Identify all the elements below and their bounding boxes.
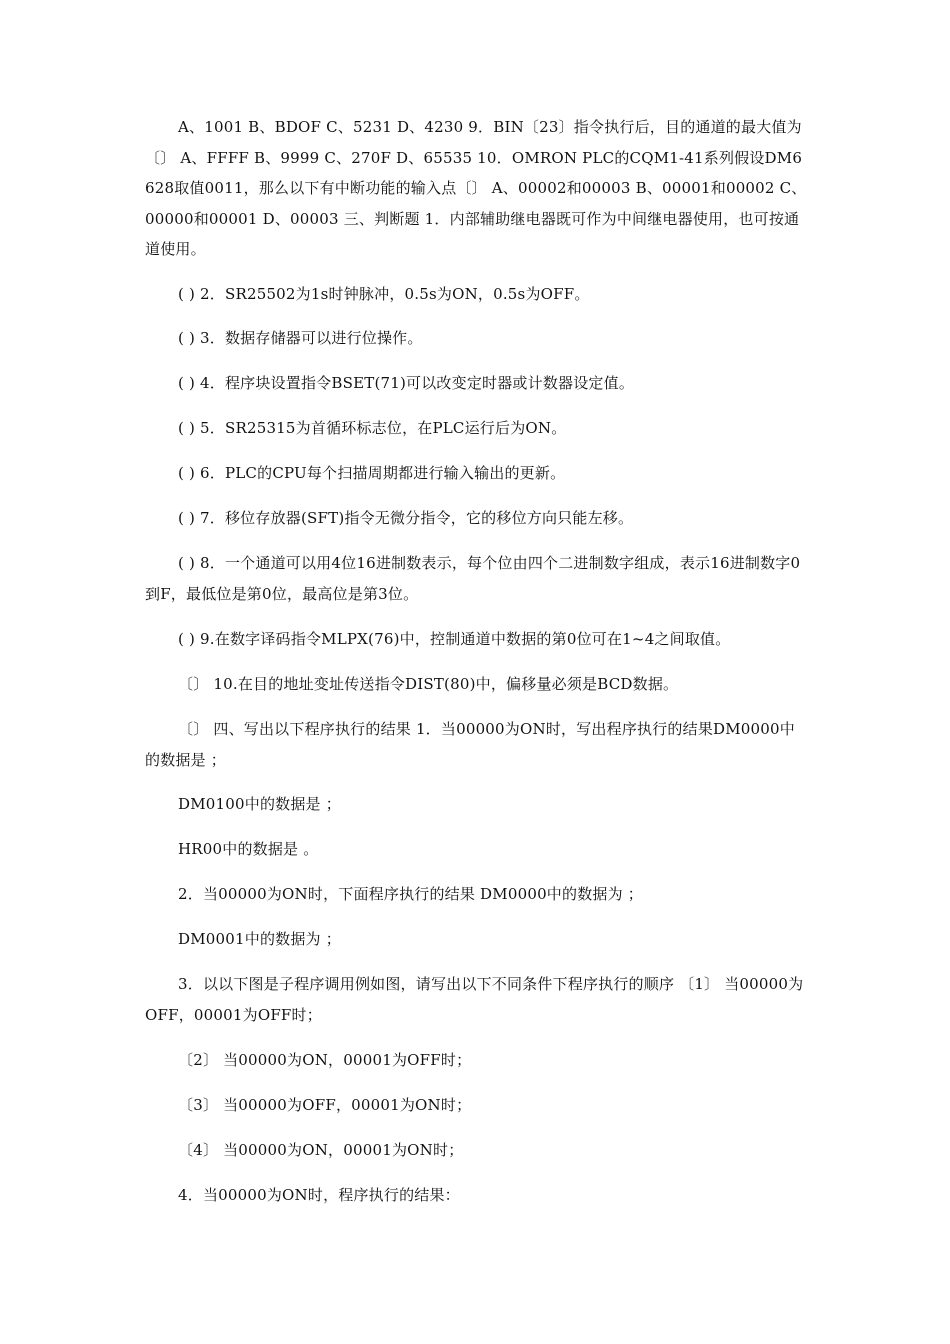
judgement-item-9: ( ) 9.在数字译码指令MLPX(76)中，控制通道中数据的第0位可在1~4之间取值。 (178, 630, 731, 648)
judgement-item-6: ( ) 6．PLC的CPU每个扫描周期都进行输入输出的更新。 (178, 464, 566, 482)
question-3-condition-3: 〔3〕 当00000为OFF，00001为ON时； (178, 1096, 472, 1114)
judgement-item-10: 〔〕 10.在目的地址变址传送指令DIST(80)中，偏移量必须是BCD数据。 (178, 675, 679, 693)
question-3-line: 3．以以下图是子程序调用例如图，请写出以下不同条件下程序执行的顺序 〔1〕 当00000为OFF，00001为OFF时； (145, 975, 804, 1024)
question-1-dm0100-line: DM0100中的数据是 ； (178, 795, 341, 813)
section-four-question-1: 〔〕 四、写出以下程序执行的结果 1．当00000为ON时，写出程序执行的结果DM0000中的数据是 ； (145, 720, 795, 769)
judgement-item-5: ( ) 5．SR25315为首循环标志位，在PLC运行后为ON。 (178, 419, 567, 437)
judgement-item-7: ( ) 7．移位存放器(SFT)指令无微分指令，它的移位方向只能左移。 (178, 509, 634, 527)
question-2-line: 2．当00000为ON时，下面程序执行的结果 DM0000中的数据为 ； (178, 885, 643, 903)
question-3-condition-4: 〔4〕 当00000为ON，00001为ON时； (178, 1141, 464, 1159)
judgement-item-3: ( ) 3．数据存储器可以进行位操作。 (178, 329, 423, 347)
paragraph-choice-and-judgement-intro: A、1001 B、BDOF C、5231 D、4230 9．BIN〔23〕指令执行后，目的通道的最大值为〔〕 A、FFFF B、9999 C、270F D、65535 10．OMRON PLC的CQM1-41系列假设DM6628取值0011，那么以下有中断功能的输入点〔〕 A、00002和00003 B、00001和00002 C、00000和00001 D、00003 三、判断题 1．内部辅助继电器既可作为中间继电器使用，也可按通道使用。 (145, 118, 807, 258)
question-3-condition-2: 〔2〕 当00000为ON，00001为OFF时； (178, 1051, 472, 1069)
question-1-hr00-line: HR00中的数据是 。 (178, 840, 319, 858)
judgement-item-2: ( ) 2．SR25502为1s时钟脉冲，0.5s为ON，0.5s为OFF。 (178, 285, 590, 303)
judgement-item-4: ( ) 4．程序块设置指令BSET(71)可以改变定时器或计数器设定值。 (178, 374, 635, 392)
question-2-dm0001-line: DM0001中的数据为 ； (178, 930, 341, 948)
question-4-line: 4．当00000为ON时，程序执行的结果： (178, 1186, 460, 1204)
judgement-item-8: ( ) 8．一个通道可以用4位16进制数表示，每个位由四个二进制数字组成，表示16进制数字0到F，最低位是第0位，最高位是第3位。 (145, 554, 801, 603)
